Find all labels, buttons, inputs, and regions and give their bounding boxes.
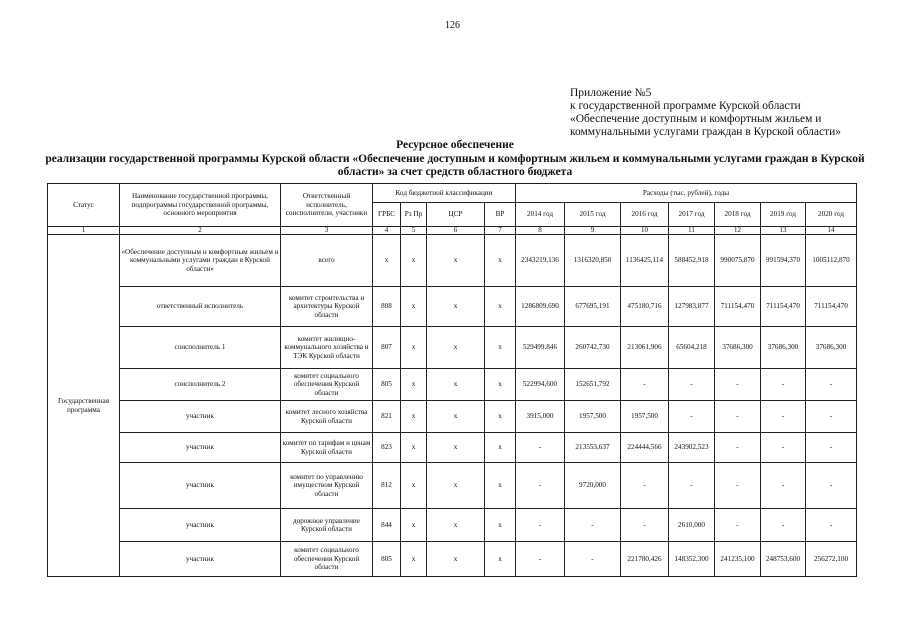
program-name-cell: участник: [120, 401, 281, 433]
rzpr-cell: x: [401, 235, 427, 287]
csr-cell: x: [427, 509, 485, 542]
value-cell: -: [715, 369, 761, 401]
vr-cell: x: [485, 369, 516, 401]
value-cell: 529499,846: [516, 327, 565, 369]
vr-cell: x: [485, 401, 516, 433]
value-cell: 2343219,136: [516, 235, 565, 287]
header-year: 2016 год: [621, 203, 669, 227]
column-number: 3: [281, 227, 373, 235]
value-cell: 224444,566: [621, 433, 669, 463]
grbs-cell: 808: [373, 287, 401, 327]
value-cell: -: [715, 463, 761, 509]
csr-cell: x: [427, 542, 485, 577]
vr-cell: x: [485, 287, 516, 327]
value-cell: 241235,100: [715, 542, 761, 577]
column-number: 5: [401, 227, 427, 235]
column-number: 8: [516, 227, 565, 235]
executor-cell: дорожное управление Курской области: [281, 509, 373, 542]
value-cell: -: [806, 369, 857, 401]
value-cell: -: [715, 401, 761, 433]
header-status: Статус: [48, 184, 120, 227]
csr-cell: x: [427, 235, 485, 287]
header-year: 2020 год: [806, 203, 857, 227]
value-cell: 243902,523: [669, 433, 715, 463]
grbs-cell: 812: [373, 463, 401, 509]
value-cell: 127983,877: [669, 287, 715, 327]
executor-cell: комитет социального обеспечения Курской области: [281, 542, 373, 577]
value-cell: 711154,470: [806, 287, 857, 327]
value-cell: 248753,600: [761, 542, 806, 577]
vr-cell: x: [485, 433, 516, 463]
value-cell: 213061,906: [621, 327, 669, 369]
status-cell: Государственная программа: [48, 235, 120, 577]
value-cell: -: [669, 463, 715, 509]
value-cell: 152651,792: [565, 369, 621, 401]
table-row: [48, 287, 857, 327]
vr-cell: x: [485, 509, 516, 542]
value-cell: -: [761, 509, 806, 542]
appendix-block: [570, 87, 841, 139]
value-cell: 9720,000: [565, 463, 621, 509]
rzpr-cell: x: [401, 463, 427, 509]
value-cell: -: [761, 433, 806, 463]
grbs-cell: 823: [373, 433, 401, 463]
header-year: 2017 год: [669, 203, 715, 227]
column-number: 11: [669, 227, 715, 235]
table-row: [48, 401, 857, 433]
document-title: [40, 139, 870, 180]
vr-cell: x: [485, 327, 516, 369]
executor-cell: комитет по управлению имуществом Курской области: [281, 463, 373, 509]
header-expenses: Расходы (тыс. рублей), годы: [516, 184, 857, 203]
value-cell: 991594,370: [761, 235, 806, 287]
value-cell: 37686,300: [806, 327, 857, 369]
executor-cell: всего: [281, 235, 373, 287]
column-number-row: [48, 227, 857, 235]
value-cell: 256272,100: [806, 542, 857, 577]
value-cell: 221780,426: [621, 542, 669, 577]
column-number: 14: [806, 227, 857, 235]
value-cell: 588452,918: [669, 235, 715, 287]
column-number: 13: [761, 227, 806, 235]
grbs-cell: 805: [373, 369, 401, 401]
value-cell: 2610,000: [669, 509, 715, 542]
column-number: 2: [120, 227, 281, 235]
value-cell: 677695,191: [565, 287, 621, 327]
value-cell: 3915,000: [516, 401, 565, 433]
table-row: [48, 327, 857, 369]
page-number: 126: [445, 20, 460, 31]
header-name: Наименование государственной программы, подпрограммы государственной программы, основного мероприятия: [120, 184, 281, 227]
value-cell: 1136425,114: [621, 235, 669, 287]
value-cell: -: [669, 369, 715, 401]
rzpr-cell: x: [401, 433, 427, 463]
value-cell: -: [565, 542, 621, 577]
value-cell: -: [621, 369, 669, 401]
value-cell: 65604,218: [669, 327, 715, 369]
value-cell: -: [669, 401, 715, 433]
executor-cell: комитет социального обеспечения Курской области: [281, 369, 373, 401]
executor-cell: комитет лесного хозяйства Курской области: [281, 401, 373, 433]
header-rzpr: Рз Пр: [401, 203, 427, 227]
program-name-cell: соисполнитель 1: [120, 327, 281, 369]
value-cell: 522994,600: [516, 369, 565, 401]
header-vr: ВР: [485, 203, 516, 227]
value-cell: 1957,500: [621, 401, 669, 433]
resource-table: [47, 183, 857, 577]
grbs-cell: 807: [373, 327, 401, 369]
value-cell: 475180,716: [621, 287, 669, 327]
rzpr-cell: x: [401, 542, 427, 577]
csr-cell: x: [427, 369, 485, 401]
table-row: [48, 235, 857, 287]
program-name-cell: участник: [120, 463, 281, 509]
header-grbs: ГРБС: [373, 203, 401, 227]
value-cell: -: [516, 463, 565, 509]
value-cell: -: [516, 509, 565, 542]
value-cell: 260742,730: [565, 327, 621, 369]
value-cell: 1286809,690: [516, 287, 565, 327]
value-cell: 1316320,850: [565, 235, 621, 287]
grbs-cell: x: [373, 235, 401, 287]
header-budget-code: Код бюджетной классификации: [373, 184, 516, 203]
title-line-2: реализации государственной программы Курской области «Обеспечение доступным и комфортным жильем и коммунальными услугами граждан в Курской области» за счет средств областного бюджета: [45, 152, 865, 178]
program-name-cell: участник: [120, 509, 281, 542]
value-cell: 711154,470: [761, 287, 806, 327]
vr-cell: x: [485, 542, 516, 577]
value-cell: 148352,300: [669, 542, 715, 577]
value-cell: -: [565, 509, 621, 542]
vr-cell: x: [485, 463, 516, 509]
header-year: 2014 год: [516, 203, 565, 227]
value-cell: -: [715, 509, 761, 542]
title-line-1: Ресурсное обеспечение: [396, 139, 514, 151]
appendix-line-1: Приложение №5: [570, 87, 652, 99]
csr-cell: x: [427, 327, 485, 369]
vr-cell: x: [485, 235, 516, 287]
value-cell: -: [715, 433, 761, 463]
value-cell: -: [761, 369, 806, 401]
column-number: 10: [621, 227, 669, 235]
appendix-line-2: к государственной программе Курской области: [570, 100, 801, 112]
appendix-line-4: коммунальными услугами граждан в Курской области»: [570, 126, 842, 138]
value-cell: -: [806, 509, 857, 542]
column-number: 4: [373, 227, 401, 235]
rzpr-cell: x: [401, 369, 427, 401]
table-row: [48, 433, 857, 463]
value-cell: 1957,500: [565, 401, 621, 433]
program-name-cell: участник: [120, 433, 281, 463]
csr-cell: x: [427, 401, 485, 433]
header-year: 2015 год: [565, 203, 621, 227]
value-cell: 711154,470: [715, 287, 761, 327]
program-name-cell: соисполнитель 2: [120, 369, 281, 401]
column-number: 6: [427, 227, 485, 235]
executor-cell: комитет строительства и архитектуры Курской области: [281, 287, 373, 327]
header-executor: Ответственный исполнитель, соисполнители, участники: [281, 184, 373, 227]
rzpr-cell: x: [401, 287, 427, 327]
appendix-line-3: «Обеспечение доступным и комфортным жильем и: [570, 113, 822, 125]
grbs-cell: 821: [373, 401, 401, 433]
value-cell: -: [806, 433, 857, 463]
program-name-cell: ответственный исполнитель: [120, 287, 281, 327]
value-cell: 37686,300: [715, 327, 761, 369]
header-year: 2018 год: [715, 203, 761, 227]
grbs-cell: 805: [373, 542, 401, 577]
value-cell: -: [806, 401, 857, 433]
column-number: 1: [48, 227, 120, 235]
value-cell: -: [806, 463, 857, 509]
csr-cell: x: [427, 463, 485, 509]
table-row: [48, 369, 857, 401]
executor-cell: комитет по тарифам и ценам Курской области: [281, 433, 373, 463]
value-cell: -: [761, 463, 806, 509]
value-cell: 213553,637: [565, 433, 621, 463]
program-name-cell: «Обеспечение доступным и комфортным жильем и коммунальными услугами граждан в Курской области»: [120, 235, 281, 287]
rzpr-cell: x: [401, 327, 427, 369]
table-row: [48, 463, 857, 509]
column-number: 9: [565, 227, 621, 235]
value-cell: -: [516, 542, 565, 577]
csr-cell: x: [427, 287, 485, 327]
value-cell: -: [761, 401, 806, 433]
table-row: [48, 542, 857, 577]
rzpr-cell: x: [401, 401, 427, 433]
column-number: 12: [715, 227, 761, 235]
executor-cell: комитет жилищно-коммунального хозяйства и ТЭК Курской области: [281, 327, 373, 369]
header-csr: ЦСР: [427, 203, 485, 227]
table-row: [48, 509, 857, 542]
value-cell: -: [621, 509, 669, 542]
value-cell: 1005112,870: [806, 235, 857, 287]
rzpr-cell: x: [401, 509, 427, 542]
value-cell: 990075,870: [715, 235, 761, 287]
value-cell: -: [621, 463, 669, 509]
value-cell: -: [516, 433, 565, 463]
header-year: 2019 год: [761, 203, 806, 227]
column-number: 7: [485, 227, 516, 235]
program-name-cell: участник: [120, 542, 281, 577]
grbs-cell: 844: [373, 509, 401, 542]
value-cell: 37686,300: [761, 327, 806, 369]
csr-cell: x: [427, 433, 485, 463]
